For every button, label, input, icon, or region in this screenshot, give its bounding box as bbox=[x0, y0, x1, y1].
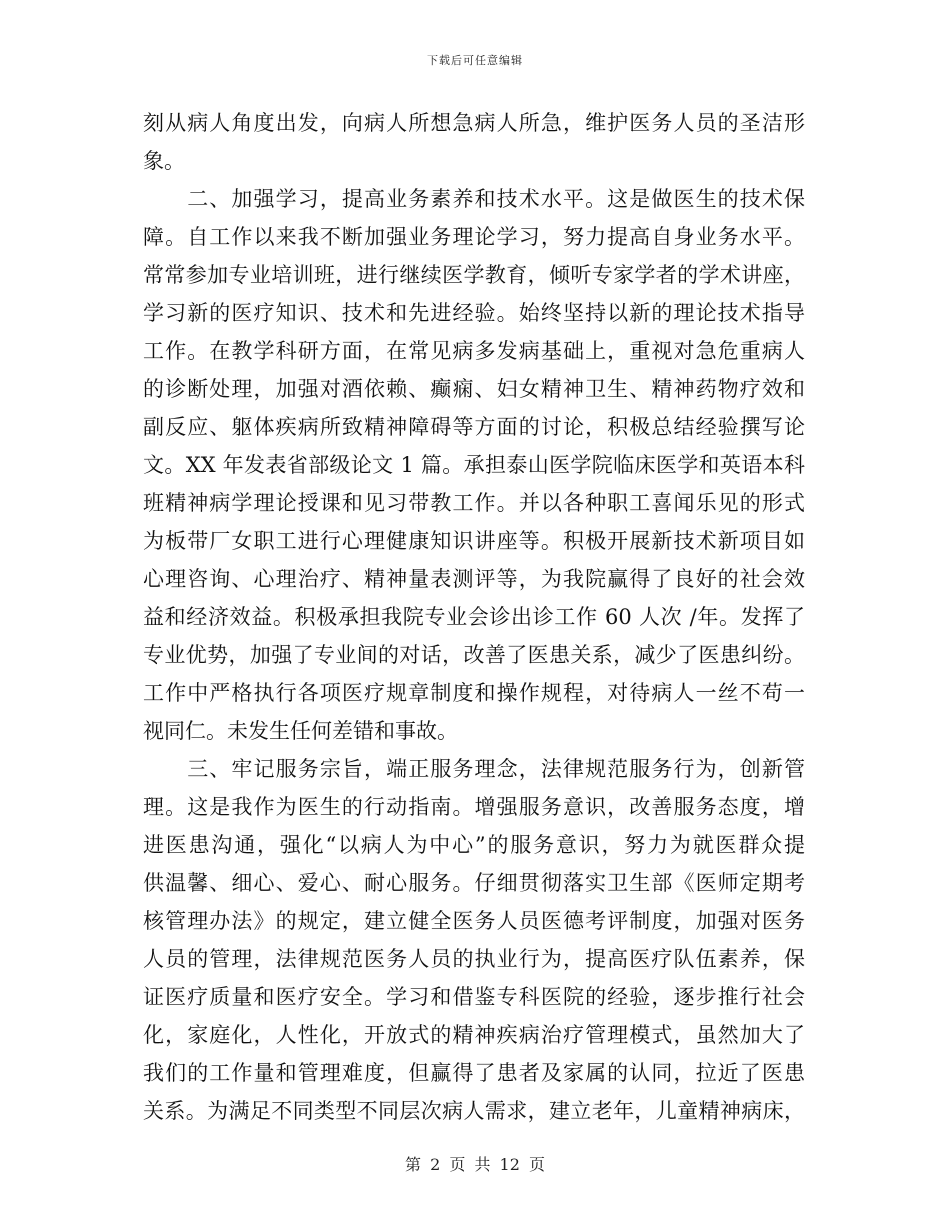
text-line: 三、牢记服务宗旨，端正服务理念，法律规范服务行为，创新管 bbox=[143, 757, 805, 781]
text-line: 的诊断处理，加强对酒依赖、癫痫、妇女精神卫生、精神药物疗效和 bbox=[143, 377, 805, 401]
text-line: 班精神病学理论授课和见习带教工作。并以各种职工喜闻乐见的形式 bbox=[143, 491, 805, 515]
text-line: 刻从病人角度出发，向病人所想急病人所急，维护医务人员的圣洁形 bbox=[143, 111, 805, 135]
text-line: 供温馨、细心、爱心、耐心服务。仔细贯彻落实卫生部《医师定期考 bbox=[143, 871, 805, 895]
text-line: 专业优势，加强了专业间的对话，改善了医患关系，减少了医患纠纷。 bbox=[143, 643, 805, 667]
text-line: 障。自工作以来我不断加强业务理论学习，努力提高自身业务水平。 bbox=[143, 225, 805, 249]
text-line: 二、加强学习，提高业务素养和技术水平。这是做医生的技术保 bbox=[143, 187, 805, 211]
text-line: 进医患沟通，强化“以病人为中心”的服务意识，努力为就医群众提 bbox=[143, 833, 805, 857]
text-line: 人员的管理，法律规范医务人员的执业行为，提高医疗队伍素养，保 bbox=[143, 947, 805, 971]
text-line: 文。XX 年发表省部级论文 1 篇。承担泰山医学院临床医学和英语本科 bbox=[143, 453, 805, 477]
text-line: 象。 bbox=[143, 149, 185, 173]
text-line: 学习新的医疗知识、技术和先进经验。始终坚持以新的理论技术指导 bbox=[143, 301, 805, 325]
text-line: 视同仁。未发生任何差错和事故。 bbox=[143, 719, 458, 743]
text-line: 副反应、躯体疾病所致精神障碍等方面的讨论，积极总结经验撰写论 bbox=[143, 415, 805, 439]
text-line: 益和经济效益。积极承担我院专业会诊出诊工作 60 人次 /年。发挥了 bbox=[143, 605, 805, 629]
text-line: 常常参加专业培训班，进行继续医学教育，倾听专家学者的学术讲座， bbox=[143, 263, 805, 287]
text-line: 核管理办法》的规定，建立健全医务人员医德考评制度，加强对医务 bbox=[143, 909, 805, 933]
text-line: 工作。在教学科研方面，在常见病多发病基础上，重视对急危重病人 bbox=[143, 339, 805, 363]
text-line: 理。这是我作为医生的行动指南。增强服务意识，改善服务态度，增 bbox=[143, 795, 805, 819]
text-line: 关系。为满足不同类型不同层次病人需求，建立老年，儿童精神病床， bbox=[143, 1099, 805, 1123]
text-line: 工作中严格执行各项医疗规章制度和操作规程，对待病人一丝不苟一 bbox=[143, 681, 805, 705]
text-line: 为板带厂女职工进行心理健康知识讲座等。积极开展新技术新项目如 bbox=[143, 529, 805, 553]
text-line: 我们的工作量和管理难度，但赢得了患者及家属的认同，拉近了医患 bbox=[143, 1061, 805, 1085]
document-body bbox=[143, 104, 805, 1130]
text-line: 证医疗质量和医疗安全。学习和借鉴专科医院的经验，逐步推行社会 bbox=[143, 985, 805, 1009]
page-header: 下载后可任意编辑 bbox=[427, 54, 523, 67]
text-line: 心理咨询、心理治疗、精神量表测评等，为我院赢得了良好的社会效 bbox=[143, 567, 805, 591]
text-line: 化，家庭化，人性化，开放式的精神疾病治疗管理模式，虽然加大了 bbox=[143, 1023, 805, 1047]
page-footer: 第 2 页 共 12 页 bbox=[405, 1155, 545, 1174]
